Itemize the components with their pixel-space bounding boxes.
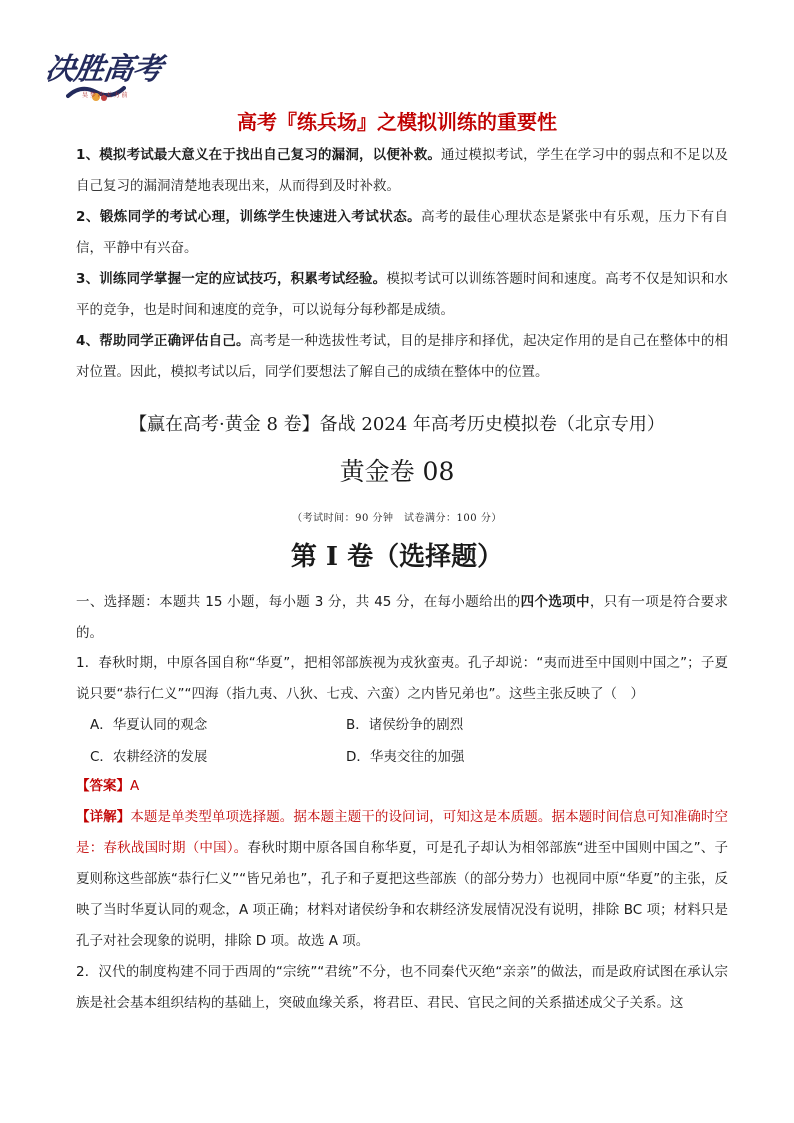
instructions-c: ，只有一项是符合要求的。 bbox=[76, 594, 728, 641]
q1-detail bbox=[76, 802, 728, 957]
q1-option-c: C．农耕经济的发展 bbox=[90, 749, 208, 765]
exam-timing: （考试时间：90 分钟 试卷满分：100 分） bbox=[292, 513, 502, 524]
page-headline: 高考『练兵场』之模拟训练的重要性 bbox=[237, 110, 557, 134]
section-title: 第 I 卷（选择题） bbox=[290, 542, 504, 572]
point-1-text: 通过模拟考试，学生在学习中的弱点和不足以及自己复习的漏洞清楚地表现出来，从而得到及时补救。 bbox=[76, 147, 728, 194]
logo-title: 决胜高考 bbox=[43, 52, 164, 87]
q1-option-b: B．诸侯纷争的剧烈 bbox=[346, 717, 464, 733]
logo-slogan: 昊 梦 冲 天 力 前 bbox=[82, 92, 128, 99]
exam-series-title: 【赢在高考·黄金 8 卷】备战 2024 年高考历史模拟卷（北京专用） bbox=[129, 414, 665, 435]
point-2 bbox=[76, 202, 728, 264]
point-1-bold: 1、模拟考试最大意义在于找出自己复习的漏洞，以便补救。 bbox=[76, 147, 442, 163]
question-1-stem: 1．春秋时期，中原各国自称“华夏”，把相邻部族视为戎狄蛮夷。孔子却说：“夷而进至中国则中国之”；子夏说只要“恭行仁义”“四海（指九夷、八狄、七戎、六蛮）之内皆兄弟也”。这些主张反映了（ ） bbox=[76, 655, 728, 702]
instructions bbox=[76, 587, 728, 649]
point-4-text: 高考是一种选拔性考试，目的是排序和择优，起决定作用的是自己在整体中的相对位置。因此，模拟考试以后，同学们要想法了解自己的成绩在整体中的位置。 bbox=[76, 333, 728, 380]
point-2-bold: 2、锻炼同学的考试心理，训练学生快速进入考试状态。 bbox=[76, 209, 422, 225]
point-3-bold: 3、训练同学掌握一定的应试技巧，积累考试经验。 bbox=[76, 271, 387, 287]
point-2-text: 高考的最佳心理状态是紧张中有乐观，压力下有自信，平静中有兴奋。 bbox=[76, 209, 728, 256]
detail-label: 【详解】 bbox=[76, 809, 131, 825]
point-3 bbox=[76, 264, 728, 326]
logo bbox=[43, 38, 164, 110]
q1-option-d: D．华夷交往的加强 bbox=[346, 749, 465, 765]
instructions-a: 一、选择题：本题共 15 小题，每小题 3 分，共 45 分，在每小题给出的 bbox=[76, 594, 521, 610]
q1-answer bbox=[76, 771, 728, 802]
detail-red-text: 本题是单类型单项选择题。据本题主题干的设问词，可知这是本质题。据本题时间信息可知准确时空是：春秋战国时期（中国）。 bbox=[76, 809, 729, 856]
q1-option-a: A．华夏认同的观念 bbox=[90, 717, 208, 733]
point-4-bold: 4、帮助同学正确评估自己。 bbox=[76, 333, 250, 349]
answer-value: A bbox=[130, 778, 140, 794]
detail-text: 春秋时期中原各国自称华夏，可是孔子却认为相邻部族“进至中国则中国之”、子夏则称这些部族“恭行仁义”“皆兄弟也”，孔子和子夏把这些部族（的部分势力）也视同中原“华夏”的主张，反映了当时华夏认同的观念，A 项正确；材料对诸侯纷争和农耕经济发展情况没有说明，排除 BC 项；材料只是孔子对社会现象的说明，排除 D 项。故选 A 项。 bbox=[76, 840, 728, 949]
point-1 bbox=[76, 140, 728, 202]
point-4 bbox=[76, 326, 728, 388]
exam-volume-title: 黄金卷 08 bbox=[339, 457, 455, 486]
point-3-text: 模拟考试可以训练答题时间和速度。高考不仅是知识和水平的竞争，也是时间和速度的竞争，可以说每分每秒都是成绩。 bbox=[76, 271, 728, 318]
instructions-b: 四个选项中 bbox=[520, 594, 590, 610]
answer-label: 【答案】 bbox=[76, 778, 130, 794]
question-2-stem: 2．汉代的制度构建不同于西周的“宗统”“君统”不分，也不同秦代灭绝“亲亲”的做法，而是政府试图在承认宗族是社会基本组织结构的基础上，突破血缘关系，将君臣、君民、官民之间的关系描述成父子关系。这 bbox=[76, 964, 728, 1011]
